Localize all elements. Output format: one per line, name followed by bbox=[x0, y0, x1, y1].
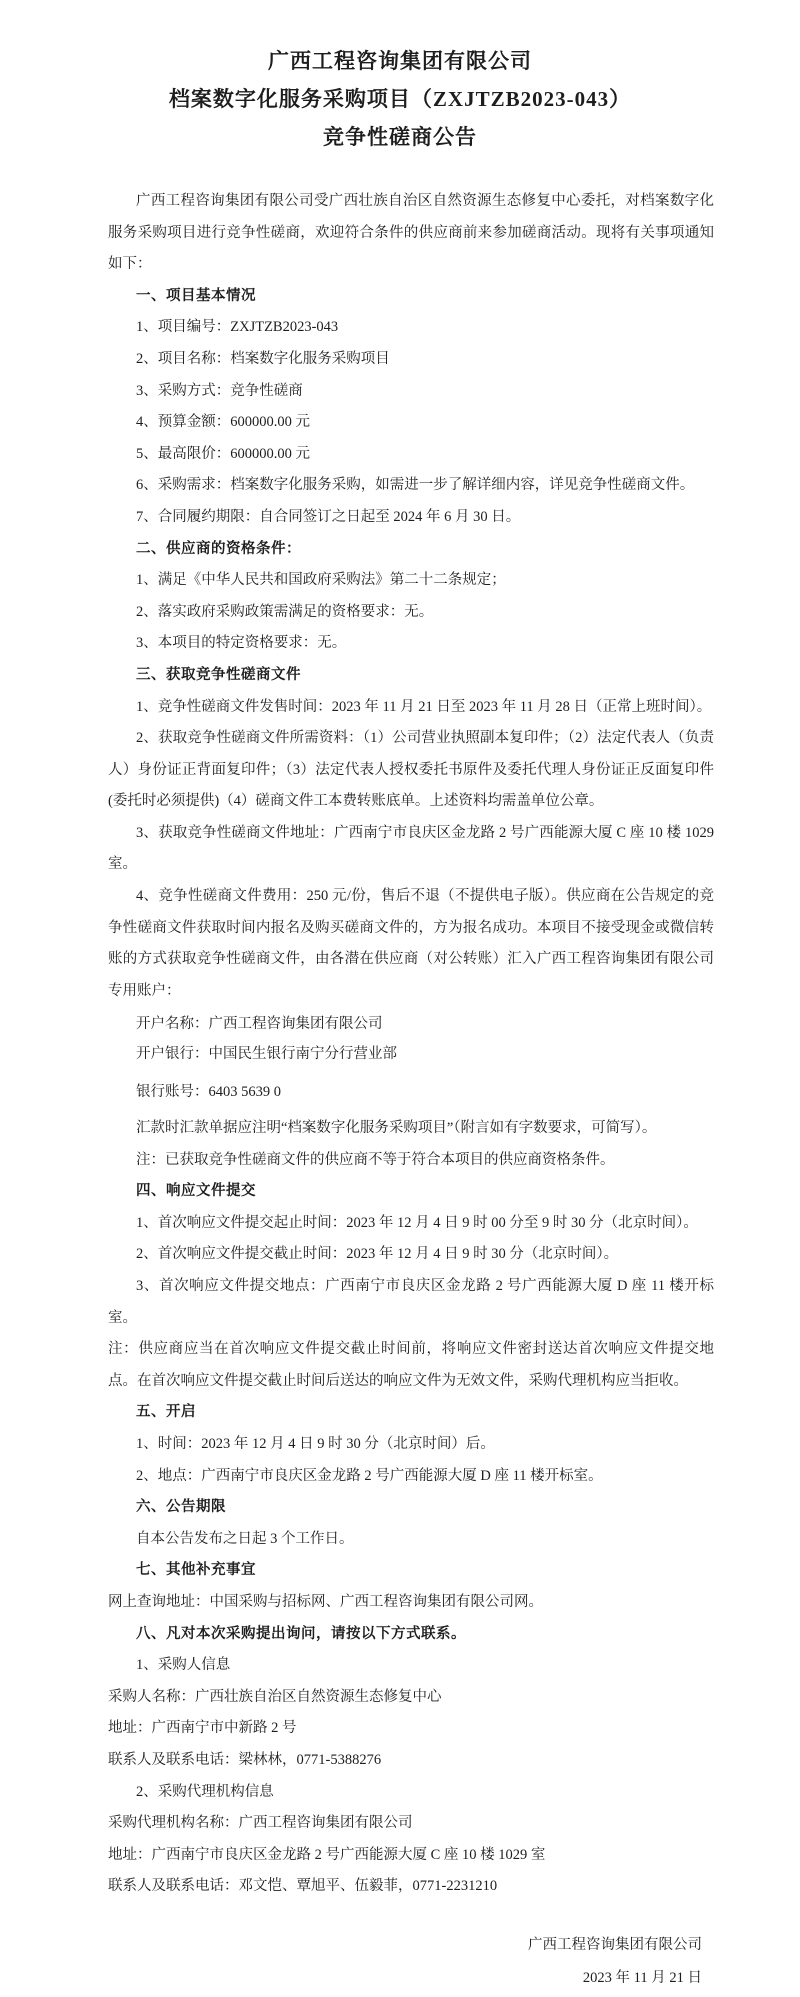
paragraph: 采购人名称：广西壮族自治区自然资源生态修复中心 bbox=[108, 1688, 442, 1705]
list-item: 3、获取竞争性磋商文件地址：广西南宁市良庆区金龙路 2 号广西能源大厦 C 座 10 楼 1029 室。 bbox=[108, 824, 714, 873]
list-item: 2、首次响应文件提交截止时间：2023 年 12 月 4 日 9 时 30 分（北京时间）。 bbox=[136, 1246, 619, 1263]
list-item: 2、获取竞争性磋商文件所需资料：（1）公司营业执照副本复印件；（2）法定代表人（负责人）身份证正背面复印件；（3）法定代表人授权委托书原件及委托代理人身份证正反面复印件(委托时必须提供)（4）磋商文件工本费转账底单。上述资料均需盖单位公章。 bbox=[108, 730, 714, 810]
section-heading: 五、开启 bbox=[136, 1404, 196, 1421]
bank-detail-line: 开户名称：广西工程咨询集团有限公司 bbox=[136, 1016, 383, 1033]
signature-block bbox=[0, 1929, 714, 1995]
section-heading: 三、获取竞争性磋商文件 bbox=[136, 666, 301, 683]
intro-paragraph: 广西工程咨询集团有限公司受广西壮族自治区自然资源生态修复中心委托，对档案数字化服务采购项目进行竞争性磋商，欢迎符合条件的供应商前来参加磋商活动。现将有关事项通知如下： bbox=[108, 193, 714, 273]
paragraph: 联系人及联系电话：邓文恺、覃旭平、伍毅菲，0771-2231210 bbox=[108, 1878, 498, 1895]
list-item: 注：已获取竞争性磋商文件的供应商不等于符合本项目的供应商资格条件。 bbox=[136, 1151, 615, 1168]
list-item: 2、落实政府采购政策需满足的资格要求：无。 bbox=[136, 603, 434, 620]
list-item: 自本公告发布之日起 3 个工作日。 bbox=[136, 1530, 354, 1547]
signature-company: 广西工程咨询集团有限公司 bbox=[528, 1936, 702, 1953]
list-item: 1、时间：2023 年 12 月 4 日 9 时 30 分（北京时间）后。 bbox=[136, 1435, 495, 1452]
list-item: 1、采购人信息 bbox=[136, 1657, 231, 1674]
paragraph: 采购代理机构名称：广西工程咨询集团有限公司 bbox=[108, 1815, 413, 1832]
list-item: 汇款时汇款单据应注明“档案数字化服务采购项目”（附言如有字数要求，可简写）。 bbox=[136, 1120, 657, 1137]
bank-detail-line: 开户银行：中国民生银行南宁分行营业部 bbox=[136, 1046, 397, 1063]
section-heading: 八、凡对本次采购提出询问，请按以下方式联系。 bbox=[136, 1625, 466, 1642]
signature-date: 2023 年 11 月 21 日 bbox=[582, 1969, 702, 1986]
document-body bbox=[0, 186, 714, 1903]
paragraph: 网上查询地址：中国采购与招标网、广西工程咨询集团有限公司网。 bbox=[108, 1593, 543, 1610]
section-heading: 二、供应商的资格条件： bbox=[136, 540, 301, 557]
paragraph: 联系人及联系电话：梁林林，0771-5388276 bbox=[108, 1751, 382, 1768]
list-item: 3、首次响应文件提交地点：广西南宁市良庆区金龙路 2 号广西能源大厦 D 座 11 楼开标室。 bbox=[108, 1278, 714, 1326]
section-heading: 七、其他补充事宜 bbox=[136, 1562, 256, 1579]
list-item: 5、最高限价：600000.00 元 bbox=[136, 445, 310, 462]
list-item: 4、预算金额：600000.00 元 bbox=[136, 414, 310, 431]
list-item: 1、项目编号：ZXJTZB2023-043 bbox=[136, 319, 339, 336]
list-item: 2、地点：广西南宁市良庆区金龙路 2 号广西能源大厦 D 座 11 楼开标室。 bbox=[136, 1467, 603, 1484]
section-heading: 四、响应文件提交 bbox=[136, 1183, 256, 1200]
section-heading: 一、项目基本情况 bbox=[136, 287, 256, 304]
list-item: 4、竞争性磋商文件费用：250 元/份，售后不退（不提供电子版）。供应商在公告规定的竞争性磋商文件获取时间内报名及购买磋商文件的，方为报名成功。本项目不接受现金或微信转账的方式获取竞争性磋商文件，由各潜在供应商（对公转账）汇入广西工程咨询集团有限公司专用账户： bbox=[108, 888, 714, 999]
paragraph: 地址：广西南宁市良庆区金龙路 2 号广西能源大厦 C 座 10 楼 1029 室 bbox=[108, 1846, 546, 1863]
paragraph: 地址：广西南宁市中新路 2 号 bbox=[108, 1720, 297, 1737]
section-heading: 六、公告期限 bbox=[136, 1499, 226, 1516]
document-title-block bbox=[0, 0, 800, 156]
list-item: 1、首次响应文件提交起止时间：2023 年 12 月 4 日 9 时 00 分至 9 时 30 分（北京时间）。 bbox=[136, 1214, 698, 1231]
document-title-company: 广西工程咨询集团有限公司 bbox=[268, 49, 532, 73]
list-item: 7、合同履约期限：自合同签订之日起至 2024 年 6 月 30 日。 bbox=[136, 508, 521, 525]
document-title-project: 档案数字化服务采购项目（ZXJTZB2023-043） bbox=[168, 87, 632, 111]
list-item: 2、采购代理机构信息 bbox=[136, 1783, 274, 1800]
document-title-notice-type: 竞争性磋商公告 bbox=[323, 125, 477, 149]
list-item: 3、采购方式：竞争性磋商 bbox=[136, 382, 303, 399]
list-item: 1、竞争性磋商文件发售时间：2023 年 11 月 21 日至 2023 年 11 月 28 日（正常上班时间）。 bbox=[136, 698, 712, 715]
paragraph: 注：供应商应当在首次响应文件提交截止时间前，将响应文件密封送达首次响应文件提交地点。在首次响应文件提交截止时间后送达的响应文件为无效文件，采购代理机构应当拒收。 bbox=[108, 1341, 714, 1389]
bank-detail-line: 银行账号：6403 5639 0 bbox=[136, 1084, 281, 1101]
list-item: 6、采购需求：档案数字化服务采购，如需进一步了解详细内容，详见竞争性磋商文件。 bbox=[136, 477, 695, 494]
list-item: 1、满足《中华人民共和国政府采购法》第二十二条规定； bbox=[136, 572, 506, 589]
list-item: 3、本项目的特定资格要求：无。 bbox=[136, 635, 347, 652]
list-item: 2、项目名称：档案数字化服务采购项目 bbox=[136, 350, 390, 367]
